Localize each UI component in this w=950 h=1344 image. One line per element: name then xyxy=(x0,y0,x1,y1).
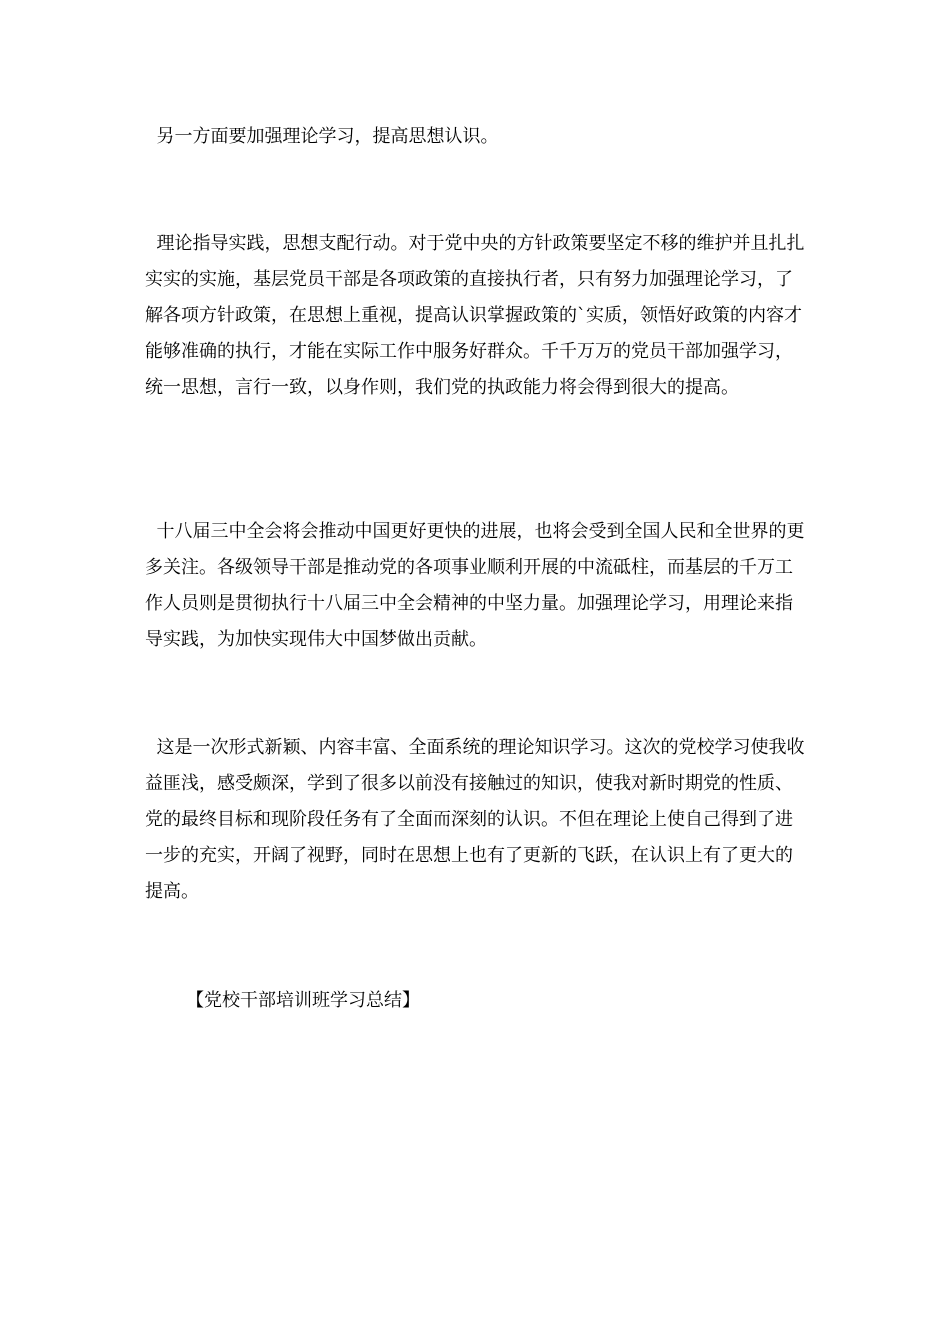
paragraph-theory-study: 另一方面要加强理论学习，提高思想认识。 xyxy=(145,126,499,147)
section-title: 【党校干部培训班学习总结】 xyxy=(186,990,420,1011)
paragraph-party-school-study: 这是一次形式新颖、内容丰富、全面系统的理论知识学习。这次的党校学习使我收益匪浅，感受颇深，学到了很多以前没有接触过的知识，使我对新时期党的性质、党的最终目标和现阶段任务有了全面而深刻的认识。不但在理论上使自己得到了进一步的充实，开阔了视野，同时在思想上也有了更新的飞跃，在认识上有了更大的提高。 xyxy=(145,737,805,902)
paragraph-third-plenum: 十八届三中全会将会推动中国更好更快的进展，也将会受到全国人民和全世界的更多关注。各级领导干部是推动党的各项事业顺利开展的中流砥柱，而基层的千万工作人员则是贯彻执行十八届三中全会精神的中坚力量。加强理论学习，用理论来指导实践，为加快实现伟大中国梦做出贡献。 xyxy=(145,521,805,650)
paragraph-theory-guides-practice: 理论指导实践，思想支配行动。对于党中央的方针政策要坚定不移的维护并且扎扎实实的实施，基层党员干部是各项政策的直接执行者，只有努力加强理论学习，了解各项方针政策，在思想上重视，提高认识掌握政策的`实质，领悟好政策的内容才能够准确的执行，才能在实际工作中服务好群众。千千万万的党员干部加强学习，统一思想，言行一致，以身作则，我们党的执政能力将会得到很大的提高。 xyxy=(145,233,805,398)
